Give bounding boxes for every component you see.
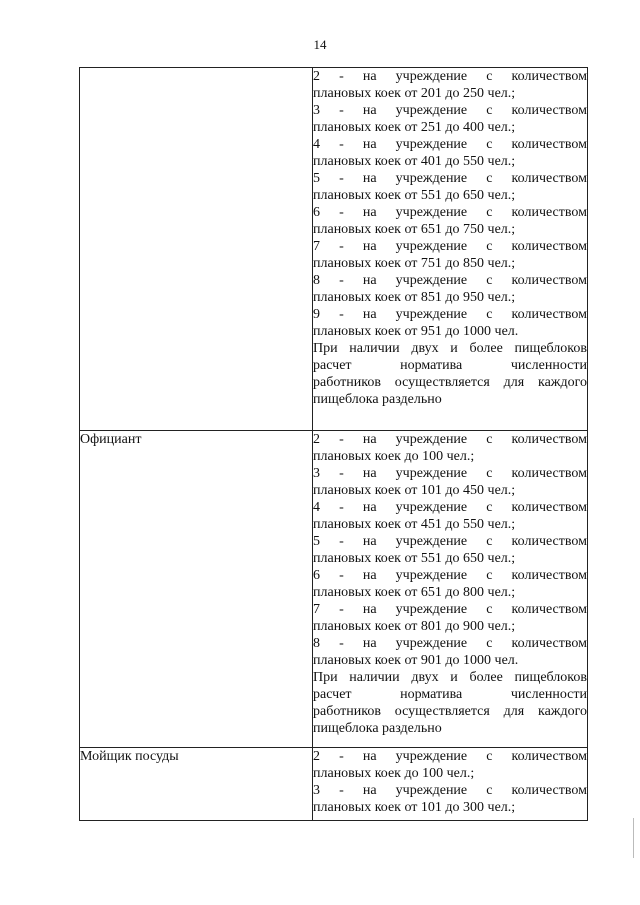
norm-line: 6 - на учреждение с количеством: [313, 205, 587, 220]
norm-line: 2 - на учреждение с количеством: [313, 69, 587, 84]
norm-line: 9 - на учреждение с количеством: [313, 307, 587, 322]
norm-line: 2 - на учреждение с количеством: [313, 749, 587, 764]
norm-line: плановых коек от 201 до 250 чел.;: [313, 86, 516, 101]
norm-cell: [313, 68, 588, 431]
norm-line: 8 - на учреждение с количеством: [313, 273, 587, 288]
norm-line: плановых коек от 751 до 850 чел.;: [313, 256, 516, 271]
norm-line: При наличии двух и более пищеблоков: [313, 341, 587, 356]
norm-line: плановых коек от 401 до 550 чел.;: [313, 154, 516, 169]
norm-line: пищеблока раздельно: [313, 721, 442, 736]
norm-line: работников осуществляется для каждого: [313, 704, 587, 719]
scan-edge-mark: [633, 818, 634, 858]
norm-line: 3 - на учреждение с количеством: [313, 103, 587, 118]
table-row: [80, 748, 588, 821]
role-cell: Мойщик посуды: [80, 748, 313, 821]
norm-line: 3 - на учреждение с количеством: [313, 466, 587, 481]
norm-line: плановых коек от 551 до 650 чел.;: [313, 551, 516, 566]
norm-cell: [313, 431, 588, 748]
norm-line: 5 - на учреждение с количеством: [313, 534, 587, 549]
norm-line: плановых коек от 801 до 900 чел.;: [313, 619, 516, 634]
norm-line: плановых коек до 100 чел.;: [313, 449, 475, 464]
norm-line: плановых коек от 101 до 300 чел.;: [313, 800, 516, 815]
norm-line: 2 - на учреждение с количеством: [313, 432, 587, 447]
norm-line: 3 - на учреждение с количеством: [313, 783, 587, 798]
norm-line: 7 - на учреждение с количеством: [313, 602, 587, 617]
norm-line: 8 - на учреждение с количеством: [313, 636, 587, 651]
norm-line: плановых коек от 101 до 450 чел.;: [313, 483, 516, 498]
norm-cell: [313, 748, 588, 821]
norm-line: плановых коек от 251 до 400 чел.;: [313, 120, 516, 135]
staffing-norms-table: [79, 67, 588, 821]
role-cell: [80, 68, 313, 431]
norm-line: плановых коек от 851 до 950 чел.;: [313, 290, 516, 305]
norm-line: пищеблока раздельно: [313, 392, 442, 407]
norm-line: 4 - на учреждение с количеством: [313, 500, 587, 515]
norm-line: 6 - на учреждение с количеством: [313, 568, 587, 583]
norm-line: работников осуществляется для каждого: [313, 375, 587, 390]
norm-line: 4 - на учреждение с количеством: [313, 137, 587, 152]
norm-line: 7 - на учреждение с количеством: [313, 239, 587, 254]
role-cell: Официант: [80, 431, 313, 748]
page-number: 14: [313, 37, 327, 52]
norm-line: плановых коек от 451 до 550 чел.;: [313, 517, 516, 532]
norm-line: плановых коек от 651 до 750 чел.;: [313, 222, 516, 237]
norm-line: плановых коек от 651 до 800 чел.;: [313, 585, 516, 600]
table-row: [80, 68, 588, 431]
norm-line: 5 - на учреждение с количеством: [313, 171, 587, 186]
norm-line: плановых коек до 100 чел.;: [313, 766, 475, 781]
norm-line: плановых коек от 951 до 1000 чел.: [313, 324, 519, 339]
norm-line: плановых коек от 551 до 650 чел.;: [313, 188, 516, 203]
norm-line: При наличии двух и более пищеблоков: [313, 670, 587, 685]
norm-line: расчет норматива численности: [313, 687, 587, 702]
table-row: [80, 431, 588, 748]
norm-line: плановых коек от 901 до 1000 чел.: [313, 653, 519, 668]
norm-line: расчет норматива численности: [313, 358, 587, 373]
